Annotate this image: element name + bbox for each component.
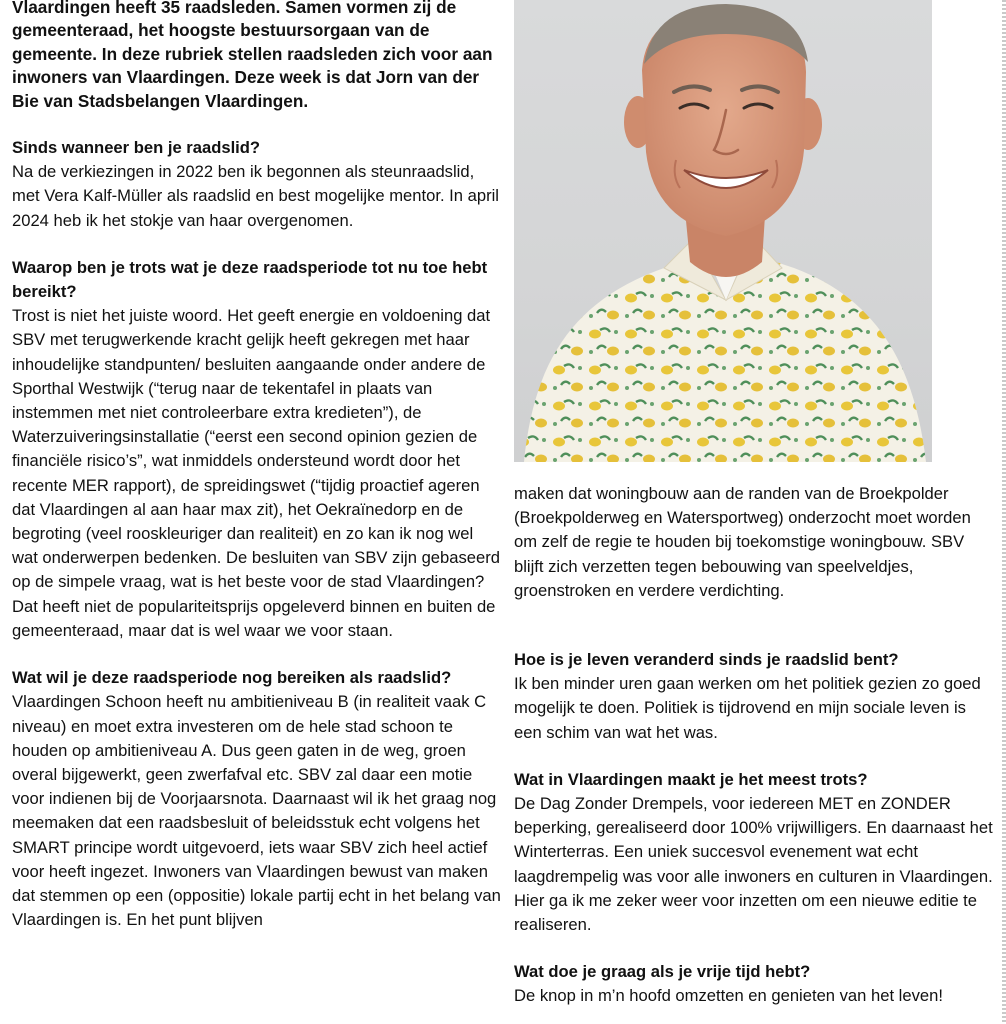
question-heading: Waarop ben je trots wat je deze raadsperiode tot nu toe hebt bereikt? <box>12 257 488 302</box>
answer-text: Trost is niet het juiste woord. Het geeft energie en voldoening dat SBV met terugwerkende kracht gelijk heeft gekregen met haar inhoudelijke standpunten/ besluiten aangaande onder andere de Sporthal Westwijk (“terug naar de tekentafel in plaats van instemmen met niet controleerbare extra kredieten”), de Waterzuiveringsinstallatie (“eerst een second opinion gezien de financiële risico’s”, wat inmiddels ondersteund wordt door het recente MER rapport), de spreidingswet (“tijdig proactief ageren dat Vlaardingen al aan haar max zit), het Oekraïnedorp en de begroting (veel rooskleuriger dan realiteit) en zo kan ik nog wel wat onderwerpen bedenken. De besluiten van SBV zijn gebaseerd op de simpele vraag, wat is het beste voor de stad Vlaardingen? Dat heeft niet de populariteitsprijs opgeleverd binnen en buiten de gemeenteraad, maar dat is wel waar we voor staan. <box>12 306 500 640</box>
qa-block-most-proud <box>514 768 994 937</box>
article-left-column <box>12 0 502 955</box>
answer-text: Ik ben minder uren gaan werken om het politiek gezien zo goed mogelijk te doen. Politiek is tijdrovend en mijn sociale leven is een schim van wat het was. <box>514 674 981 742</box>
answer-continuation: maken dat woningbouw aan de randen van de Broekpolder (Broekpolderweg en Watersportweg) onderzocht moet worden om zelf de regie te houden bij toekomstige woningbouw. SBV blijft zich verzetten tegen bebouwing van speelveldjes, groenstroken en verdere verdichting. <box>514 484 971 600</box>
article-intro: Vlaardingen heeft 35 raadsleden. Samen vormen zij de gemeenteraad, het hoogste bestuursorgaan van de gemeente. In deze rubriek stellen raadsleden zich voor aan inwoners van Vlaardingen. Deze week is dat Jorn van der Bie van Stadsbelangen Vlaardingen. <box>12 0 493 111</box>
question-heading: Sinds wanneer ben je raadslid? <box>12 138 261 158</box>
qa-block-since-when <box>12 136 502 233</box>
answer-text: Na de verkiezingen in 2022 ben ik begonnen als steunraadslid, met Vera Kalf-Müller als raadslid en best mogelijke mentor. In april 2024 heb ik het stokje van haar overgenomen. <box>12 162 499 230</box>
answer-text: Vlaardingen Schoon heeft nu ambitieniveau B (in realiteit vaak C niveau) en moet extra investeren om de hele stad schoon te houden op ambitieniveau A. Dus geen gaten in de weg, groen overal bijgewerkt, geen zwerfafval etc. SBV zal daar een motie voor indienen bij de Voorjaarsnota. Daarnaast wil ik het graag nog meemaken dat een raadsbesluit of beleidsstuk echt volgens het SMART principe wordt uitgevoerd, iets waar SBV zich heel actief voor heeft ingezet. Inwoners van Vlaardingen bewust van maken dat stemmen op een (oppositie) lokale partij echt in het belang van Vlaardingen is. En het punt blijven <box>12 692 501 930</box>
answer-text: De Dag Zonder Drempels, voor iedereen MET en ZONDER beperking, gerealiseerd door 100% vrijwilligers. En daarnaast het Winterterras. Een uniek succesvol evenement wat echt laagdrempelig was voor alle inwoners en culturen in Vlaardingen. Hier ga ik me zeker weer voor inzetten om een nieuwe editie te realiseren. <box>514 794 993 935</box>
portrait-illustration <box>514 0 932 462</box>
portrait-photo <box>514 0 932 462</box>
answer-text: De knop in m’n hoofd omzetten en genieten van het leven! <box>514 986 943 1006</box>
page-edge-divider <box>1002 0 1006 1024</box>
question-heading: Hoe is je leven veranderd sinds je raadslid bent? <box>514 650 899 670</box>
qa-block-life-changed <box>514 648 994 745</box>
question-heading: Wat doe je graag als je vrije tijd hebt? <box>514 962 811 982</box>
question-heading: Wat wil je deze raadsperiode nog bereiken als raadslid? <box>12 668 452 688</box>
qa-block-goals <box>12 666 502 932</box>
qa-block-proud-achievements <box>12 256 502 643</box>
qa-block-free-time <box>514 960 994 1008</box>
question-heading: Wat in Vlaardingen maakt je het meest trots? <box>514 769 868 789</box>
article-right-column <box>514 482 994 1024</box>
